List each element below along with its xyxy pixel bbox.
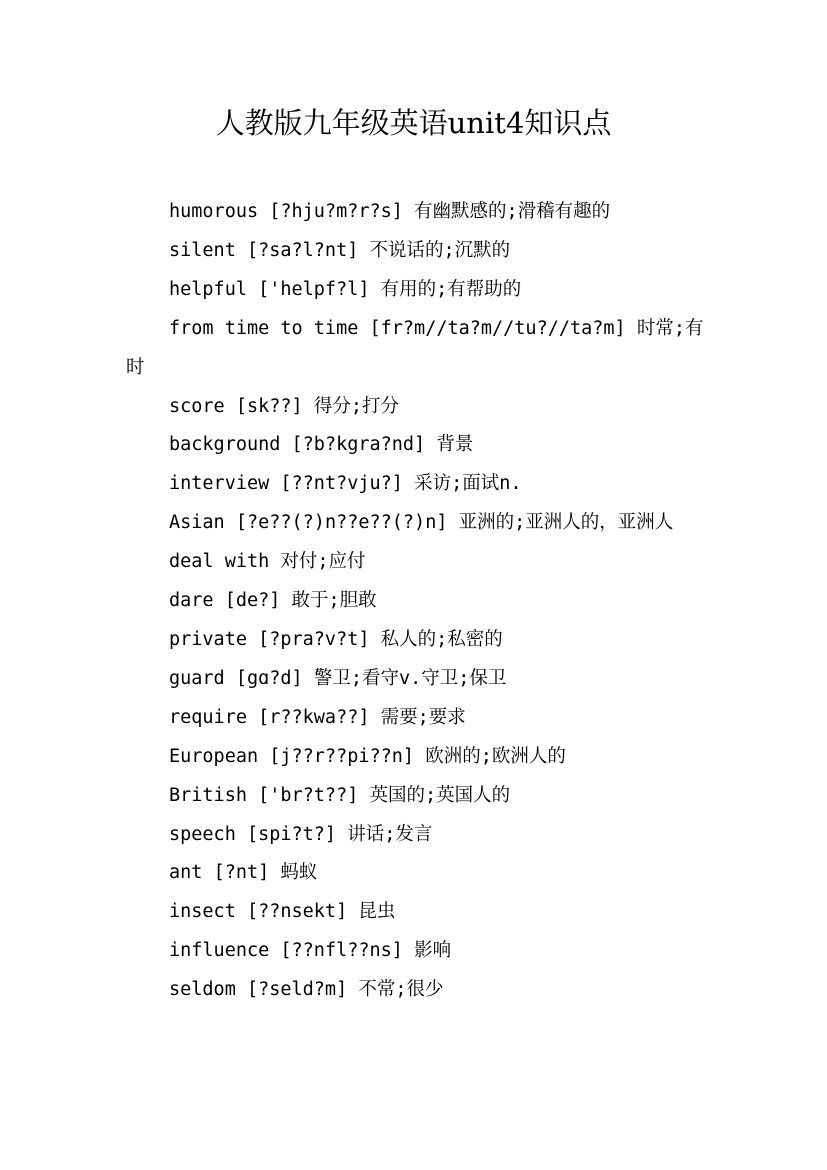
entry-term: speech bbox=[169, 823, 236, 845]
entry-phonetic: [j??r??pi??n] bbox=[269, 745, 415, 767]
vocabulary-entry bbox=[126, 504, 716, 543]
entry-meaning: 英国的;英国人的 bbox=[369, 784, 511, 806]
entry-meaning: 不常;很少 bbox=[358, 979, 444, 1001]
vocabulary-entry bbox=[126, 660, 716, 699]
vocabulary-entry bbox=[126, 543, 716, 582]
entry-phonetic: [?seld?m] bbox=[246, 979, 348, 1001]
vocabulary-entry bbox=[126, 193, 716, 232]
entry-phonetic: [?pra?v?t] bbox=[258, 628, 370, 650]
entry-meaning: 敢于;胆敢 bbox=[291, 590, 377, 612]
entry-term: seldom bbox=[169, 979, 236, 1001]
vocabulary-entry bbox=[126, 310, 716, 388]
entry-term: silent bbox=[169, 239, 236, 261]
entry-phonetic: [de?] bbox=[224, 590, 281, 612]
vocabulary-entry bbox=[126, 932, 716, 971]
entry-meaning: 背景 bbox=[436, 434, 474, 456]
entry-phonetic: ['helpf?l] bbox=[258, 278, 370, 300]
entry-term: Asian bbox=[169, 512, 225, 534]
vocabulary-entry bbox=[126, 738, 716, 777]
entry-term: deal with bbox=[169, 551, 270, 573]
entry-phonetic: [?b?kgra?nd] bbox=[291, 434, 426, 456]
entry-phonetic: [gɑ?d] bbox=[235, 667, 303, 689]
entry-meaning: 采访;面试n. bbox=[414, 473, 522, 495]
entry-phonetic: [r??kwa??] bbox=[258, 706, 370, 728]
entry-meaning: 有用的;有帮助的 bbox=[380, 278, 522, 300]
entry-term: European bbox=[169, 745, 259, 767]
entry-term: private bbox=[169, 628, 247, 650]
entry-term: British bbox=[169, 784, 247, 806]
entry-meaning: 需要;要求 bbox=[380, 706, 466, 728]
entry-meaning: 讲话;发言 bbox=[347, 823, 433, 845]
entry-meaning: 私人的;私密的 bbox=[380, 628, 503, 650]
entry-meaning: 对付;应付 bbox=[280, 551, 366, 573]
entry-phonetic: [??nfl??ns] bbox=[280, 940, 403, 962]
vocabulary-entry bbox=[126, 582, 716, 621]
vocabulary-entry bbox=[126, 699, 716, 738]
entry-phonetic: ['br?t??] bbox=[258, 784, 359, 806]
entry-term: ant bbox=[169, 862, 203, 884]
vocabulary-entry bbox=[126, 621, 716, 660]
entry-phonetic: [sk??] bbox=[235, 395, 303, 417]
vocabulary-entry bbox=[126, 854, 716, 893]
entry-term: guard bbox=[169, 667, 225, 689]
entry-phonetic: [?sa?l?nt] bbox=[246, 239, 359, 261]
vocabulary-entry bbox=[126, 388, 716, 427]
entry-phonetic: [??nt?vju?] bbox=[280, 473, 403, 495]
vocabulary-list bbox=[126, 193, 716, 1010]
entry-term: require bbox=[169, 706, 247, 728]
entry-phonetic: [?nt] bbox=[213, 862, 270, 884]
entry-meaning: 时常;有时 bbox=[126, 317, 704, 378]
entry-term: helpful bbox=[169, 278, 247, 300]
entry-phonetic: [?hju?m?r?s] bbox=[269, 201, 403, 222]
entry-term: score bbox=[169, 395, 225, 417]
entry-meaning: 昆虫 bbox=[358, 901, 396, 923]
entry-meaning: 不说话的;沉默的 bbox=[369, 239, 511, 261]
entry-meaning: 亚洲的;亚洲人的，亚洲人 bbox=[458, 512, 674, 534]
entry-term: insect bbox=[169, 901, 236, 923]
vocabulary-entry bbox=[126, 465, 716, 504]
entry-meaning: 得分;打分 bbox=[313, 395, 399, 417]
vocabulary-entry bbox=[126, 426, 716, 465]
vocabulary-entry bbox=[126, 816, 716, 855]
vocabulary-entry bbox=[126, 777, 716, 816]
entry-meaning: 影响 bbox=[414, 940, 452, 962]
entry-term: interview bbox=[169, 473, 270, 495]
entry-phonetic: [?e??(?)n??e??(?)n] bbox=[235, 512, 448, 534]
entry-term: background bbox=[169, 434, 281, 456]
vocabulary-entry bbox=[126, 232, 716, 271]
entry-term: humorous bbox=[169, 201, 259, 222]
page-title: 人教版九年级英语unit4知识点 bbox=[215, 106, 612, 140]
entry-term: influence bbox=[169, 940, 270, 962]
vocabulary-entry bbox=[126, 271, 716, 310]
entry-term: from time to time bbox=[169, 317, 359, 339]
entry-meaning: 有幽默感的;滑稽有趣的 bbox=[414, 201, 611, 222]
entry-meaning: 警卫;看守v.守卫;保卫 bbox=[313, 667, 507, 689]
entry-phonetic: [??nsekt] bbox=[246, 901, 348, 923]
entry-term: dare bbox=[169, 590, 214, 612]
entry-meaning: 欧洲的;欧洲人的 bbox=[425, 745, 566, 767]
entry-meaning: 蚂蚁 bbox=[280, 862, 318, 884]
entry-phonetic: [fr?m//ta?m//tu?//ta?m] bbox=[369, 317, 626, 339]
vocabulary-entry bbox=[126, 893, 716, 932]
vocabulary-entry bbox=[126, 971, 716, 1010]
entry-phonetic: [spi?t?] bbox=[246, 823, 337, 845]
